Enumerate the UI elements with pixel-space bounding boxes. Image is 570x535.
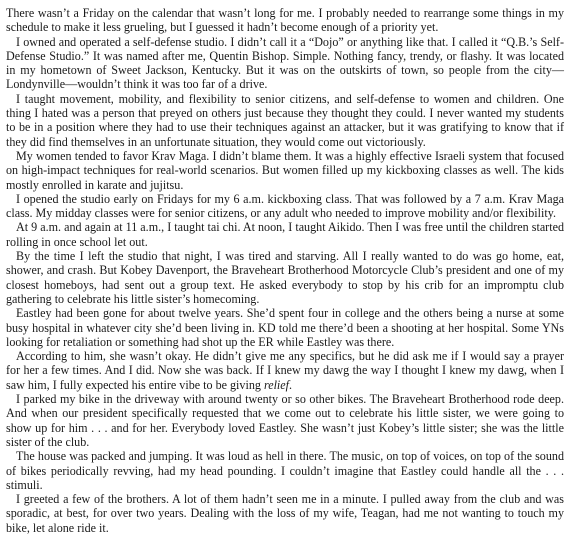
paragraph-text: . [289, 377, 293, 392]
paragraph-text: At 9 a.m. and again at 11 a.m., I taught tai chi. At noon, I taught Aikido. Then I was free until the children started rolling in once school let out. [6, 220, 564, 249]
paragraph [6, 492, 564, 535]
paragraph-text: The house was packed and jumping. It was loud as hell in there. The music, on top of voices, on top of the sound of bikes periodically revving, had my head pounding. I couldn’t imagine that Eastley could handle all the . . . stimuli. [6, 449, 564, 492]
book-page [6, 6, 564, 535]
paragraph-text: I owned and operated a self-defense studio. I didn’t call it a “Dojo” or anything like that. I called it “Q.B.’s Self-Defense Studio.” It was named after me, Quentin Bishop. Simple. Nothing fancy, trendy, or flashy. It was located in my hometown of Sweet Jackson, Kentucky. But it was on the outskirts of town, so people from the city—Londynville—wouldn’t think it was too far of a drive. [6, 34, 564, 92]
paragraph [6, 192, 564, 221]
paragraph-text: I taught movement, mobility, and flexibility to senior citizens, and self-defense to women and children. One thing I hated was a person that preyed on others just because they thought they could. I never wanted my students to be in a position where they had to use their techniques against an attacker, but it was gratifying to know that if they did find themselves in an unfortunate situation, they would come out victoriously. [6, 91, 564, 149]
paragraph [6, 349, 564, 392]
emphasis-text: relief [263, 377, 290, 392]
paragraph-text: My women tended to favor Krav Maga. I didn’t blame them. It was a highly effective Israeli system that focused on high-impact techniques for real-world scenarios. But women filled up my kickboxing classes as well. The kids mostly enrolled in karate and jujitsu. [6, 148, 564, 192]
paragraph-text: I parked my bike in the driveway with around twenty or so other bikes. The Braveheart Brotherhood rode deep. And when our president specifically requested that we come out to celebrate his little sister, we were going to show up for him . . . and for her. Everybody loved Eastley. She wasn’t just Kobey’s little sister; she was the little sister of the club. [6, 392, 564, 449]
paragraph-text: By the time I left the studio that night, I was tired and starving. All I really wanted to do was go home, eat, shower, and crash. But Kobey Davenport, the Braveheart Brotherhood Motorcycle Club’s president and one of my closest homeboys, had sent out a group text. He asked everybody to stop by his crib for an impromptu club gathering to celebrate his little sister’s homecoming. [6, 249, 564, 306]
paragraph-text: Eastley had been gone for about twelve years. She’d spent four in college and the others being a nurse at some busy hospital in whatever city she’d been living in. KD told me there’d been a shooting at her hospital. Some YNs looking for retaliation or something had shot up the ER while Eastley was there. [6, 306, 564, 349]
paragraph [6, 92, 564, 149]
paragraph [6, 35, 564, 92]
paragraph [6, 449, 564, 492]
paragraph [6, 6, 564, 35]
paragraph [6, 249, 564, 306]
paragraph [6, 149, 564, 192]
paragraph [6, 220, 564, 249]
paragraph-text: I opened the studio early on Fridays for my 6 a.m. kickboxing class. That was followed by a 7 a.m. Krav Maga class. My midday classes were for senior citizens, or any adult who needed to improve mobility and/or flexibility. [6, 191, 564, 221]
paragraph [6, 392, 564, 449]
paragraph-text: There wasn’t a Friday on the calendar that wasn’t long for me. I probably needed to rearrange some things in my schedule to make it less grueling, but I guessed it hadn’t become enough of a priority yet. [6, 6, 564, 35]
paragraph-text: I greeted a few of the brothers. A lot of them hadn’t seen me in a minute. I pulled away from the club and was sporadic, at best, for over two years. Dealing with the loss of my wife, Teagan, had me not wanting to touch my bike, let alone ride it. [6, 492, 564, 535]
paragraph-text: According to him, she wasn’t okay. He didn’t give me any specifics, but he did ask me if I would say a prayer for her a few times. And I did. Now she was back. If I knew my dawg the way I thought I knew my dawg, when I saw him, I fully expected his entire vibe to be giving [6, 349, 564, 392]
paragraph [6, 306, 564, 349]
